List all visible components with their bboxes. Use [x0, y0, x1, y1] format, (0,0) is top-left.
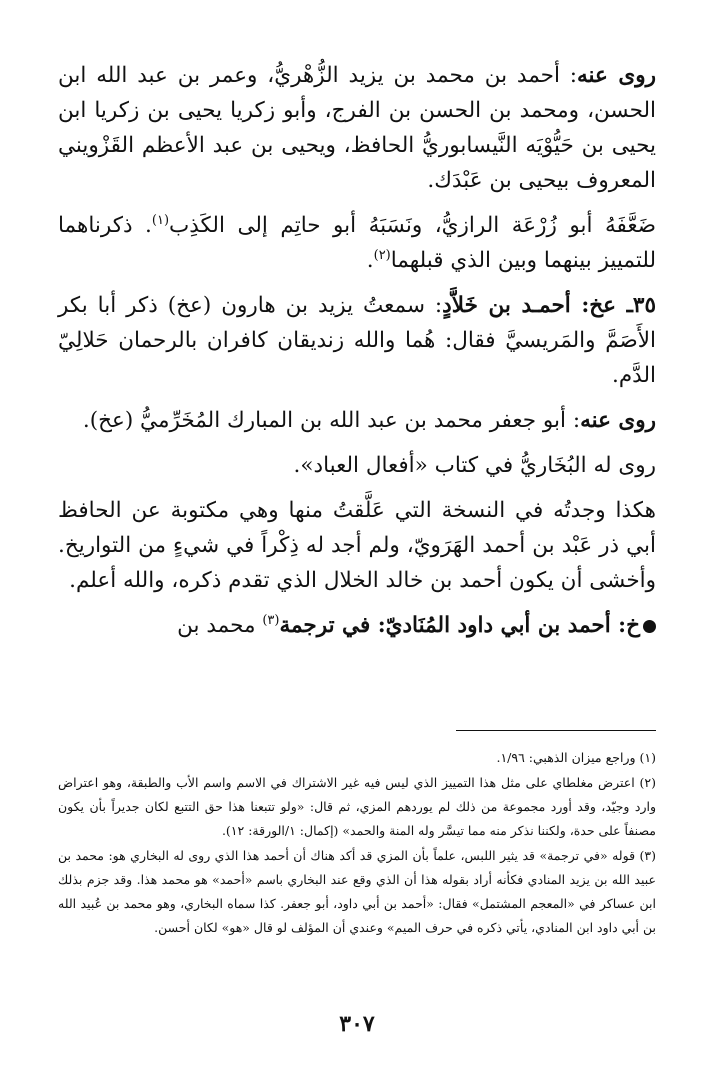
- paragraph-text: محمد بن: [177, 613, 263, 638]
- note-paragraph: [58, 493, 656, 598]
- document-page: [58, 58, 656, 1058]
- entry-35-paragraph: [58, 288, 656, 393]
- main-text: [58, 58, 656, 643]
- paragraph-text: ضَعَّفَهُ أبو زُرْعَة الرازيُّ، ونَسَبَهُ أبو حاتِم إلى الكَذِب: [169, 213, 656, 238]
- footnote-ref[interactable]: (٣): [262, 612, 280, 628]
- paragraph-text: روى له البُخَاريُّ في كتاب «أفعال العباد».: [293, 453, 656, 478]
- footnotes: [58, 746, 656, 941]
- paragraph-text: : سمعتُ يزيد بن هارون (عخ) ذكر أبا بكر الأَصَمَّ والمَريسيَّ فقال: هُما والله زنديقان كافران بالرحمان حَلالِيّ الدَّم.: [58, 293, 656, 388]
- entry-heading: خ: أحمد بن أبي داود المُنَاديّ: في ترجمة: [279, 613, 640, 638]
- footnote-divider: [456, 730, 656, 731]
- entry-heading: ٣٥ـ عخ: أحمـد بن خَلاَّدٍ: [442, 293, 656, 318]
- paragraph-text: : أحمد بن محمد بن يزيد الزُّهْريُّ، وعمر بن عبد الله ابن الحسن، ومحمد بن الحسن بن الفرج، وأبو زكريا يحيى بن زكريا ابن يحيى بن حَيُّوْيَه النَّيسابوريُّ الحافظ، ويحيى بن عبد الأعظم القَزْويني المعروف بيحيى بن عَبْدَك.: [58, 63, 656, 193]
- footnote-2: (٢) اعترض مغلطاي على مثل هذا التمييز الذي ليس فيه غير الاشتراك في الاسم واسم الأب والطبقة، وهو اعتراض وارد وجيّد، وقد أورد مجموعة من ذلك لم يوردهم المزي، ثم قال: «ولو تتبعنا هذا حق التتبع لكان جديراً بأن يكون مصنفاً على حدة، ولكننا نذكر منه مما تيسَّر وله المنة والحمد» (إكمال: ١/الورقة: ١٢).: [58, 775, 656, 838]
- footnote-ref[interactable]: (١): [151, 212, 170, 228]
- paragraph-lead: روى عنه: [577, 63, 656, 88]
- bullet-dot-icon: [643, 620, 656, 633]
- footnote-1: (١) وراجع ميزان الذهبي: ١/٩٦.: [496, 750, 656, 765]
- page-number: ٣٠٧: [339, 1011, 375, 1037]
- entry-bullet-paragraph: [58, 608, 656, 643]
- weakness-paragraph: [58, 208, 656, 278]
- paragraph-lead: روى عنه: [580, 408, 656, 433]
- paragraph-text: . ذكرناهما للتمييز بينهما وبين الذي قبلهما: [58, 213, 656, 273]
- footnote-ref[interactable]: (٢): [373, 247, 391, 263]
- footnote-3: (٣) قوله «في ترجمة» قد يثير اللبس، علماً بأن المزي قد أكد هناك أن أحمد هذا الذي روى له البخاري هو: محمد بن عبيد الله بن يزيد المنادي فكأنه أراد بقوله هذا أن الذي وقع عند البخاري باسم «أحمد» هو محمد هذا. وقد جزم بذلك ابن عساكر في «المعجم المشتمل» فقال: «أحمد بن أبي داود، أبو جعفر. كذا سماه البخاري، وهو محمد بن عُبيد الله بن أبي داود ابن المنادي، يأتي ذكره في حرف الميم» وعندي أن المؤلف لو قال «هو» لكان أحسن.: [58, 848, 656, 935]
- paragraph-text: .: [366, 248, 374, 273]
- paragraph-text: هكذا وجدتُه في النسخة التي عَلَّقتُ منها وهي مكتوبة عن الحافظ أبي ذر عَبْد بن أحمد الهَرَويّ، ولم أجد له ذِكْراً في شيءٍ من التواريخ. وأخشى أن يكون أحمد بن خالد الخلال الذي تقدم ذكره، والله أعلم.: [58, 498, 656, 593]
- narrators-paragraph: [58, 58, 656, 198]
- bukhari-paragraph: [58, 448, 656, 483]
- narrated-from-paragraph: [58, 403, 656, 438]
- paragraph-text: : أبو جعفر محمد بن عبد الله بن المبارك المُخَرِّميُّ (عخ).: [82, 408, 581, 433]
